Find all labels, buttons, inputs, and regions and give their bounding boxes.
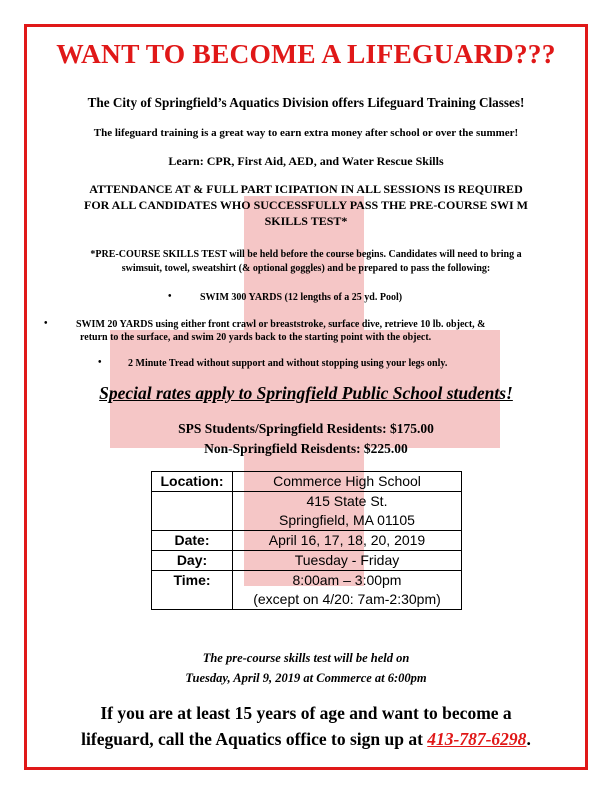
date-label: Date:	[152, 531, 233, 551]
day-label: Day:	[152, 551, 233, 571]
location-label: Location:	[152, 472, 233, 492]
table-row	[152, 571, 462, 610]
requirement-line: return to the surface, and swim 20 yards back to the starting point with the object.	[80, 332, 432, 343]
cta-line-2	[30, 726, 582, 752]
note-line: Tuesday, April 9, 2019 at Commerce at 6:00pm	[185, 671, 427, 685]
phone-number-link[interactable]: 413-787-6298	[427, 729, 527, 749]
address-line: Springfield, MA 01105	[279, 512, 415, 528]
note-line: The pre-course skills test will be held on	[202, 651, 410, 665]
day-value: Tuesday - Friday	[233, 551, 462, 571]
address-line: 415 State St.	[306, 493, 388, 509]
table-row	[152, 531, 462, 551]
bullet-icon: •	[44, 318, 48, 329]
intro-text: The lifeguard training is a great way to earn extra money after school or over the summer!	[93, 127, 519, 139]
learn-skills: Learn: CPR, First Aid, AED, and Water Rescue Skills	[168, 154, 444, 168]
time-label: Time:	[152, 571, 233, 610]
location-name: Commerce High School	[233, 472, 462, 492]
requirement-tread: 2 Minute Tread without support and without stopping using your legs only.	[128, 358, 448, 369]
table-row	[152, 472, 462, 492]
cta-period: .	[526, 729, 531, 749]
attendance-line: SKILLS TEST*	[264, 214, 348, 228]
address-label-cell	[152, 492, 233, 531]
cta-line: If you are at least 15 years of age and want to become a	[100, 703, 512, 723]
attendance-line: ATTENDANCE AT & FULL PART ICIPATION IN ALL SESSIONS IS REQUIRED	[89, 182, 523, 196]
time-value: 8:00am – 3:00pm	[292, 572, 402, 588]
date-value: April 16, 17, 18, 20, 2019	[233, 531, 462, 551]
table-row	[152, 551, 462, 571]
bullet-icon: •	[168, 291, 172, 302]
page-title: WANT TO BECOME A LIFEGUARD???	[56, 38, 556, 69]
attendance-notice	[40, 181, 572, 229]
pretest-description	[40, 248, 572, 276]
cta-text: lifeguard, call the Aquatics office to sign up at	[81, 729, 428, 749]
pretest-date-note	[30, 648, 582, 688]
bullet-icon: •	[98, 357, 102, 368]
time-cell	[233, 571, 462, 610]
special-rates-heading: Special rates apply to Springfield Public School students!	[99, 383, 513, 403]
course-info-table	[151, 471, 462, 610]
attendance-line: FOR ALL CANDIDATES WHO SUCCESSFULLY PASS THE PRE-COURSE SWI M	[84, 198, 528, 212]
subtitle: The City of Springfield’s Aquatics Division offers Lifeguard Training Classes!	[87, 95, 525, 110]
requirement-swim-300: SWIM 300 YARDS (12 lengths of a 25 yd. Pool)	[200, 292, 403, 303]
address-cell	[233, 492, 462, 531]
rate-sps: SPS Students/Springfield Residents: $175.00	[178, 421, 434, 436]
requirement-swim-20	[76, 318, 582, 344]
rate-non-sps: Non-Springfield Reisdents: $225.00	[204, 441, 408, 456]
pretest-line: swimsuit, towel, sweatshirt (& optional goggles) and be prepared to pass the following:	[121, 263, 491, 274]
pretest-line: *PRE-COURSE SKILLS TEST will be held before the course begins. Candidates will need to bring a	[90, 249, 522, 260]
time-note: (except on 4/20: 7am-2:30pm)	[253, 591, 441, 607]
requirement-line: SWIM 20 YARDS using either front crawl or breaststroke, surface dive, retrieve 10 lb. object, &	[76, 319, 486, 330]
table-row	[152, 492, 462, 531]
call-to-action	[30, 700, 582, 752]
